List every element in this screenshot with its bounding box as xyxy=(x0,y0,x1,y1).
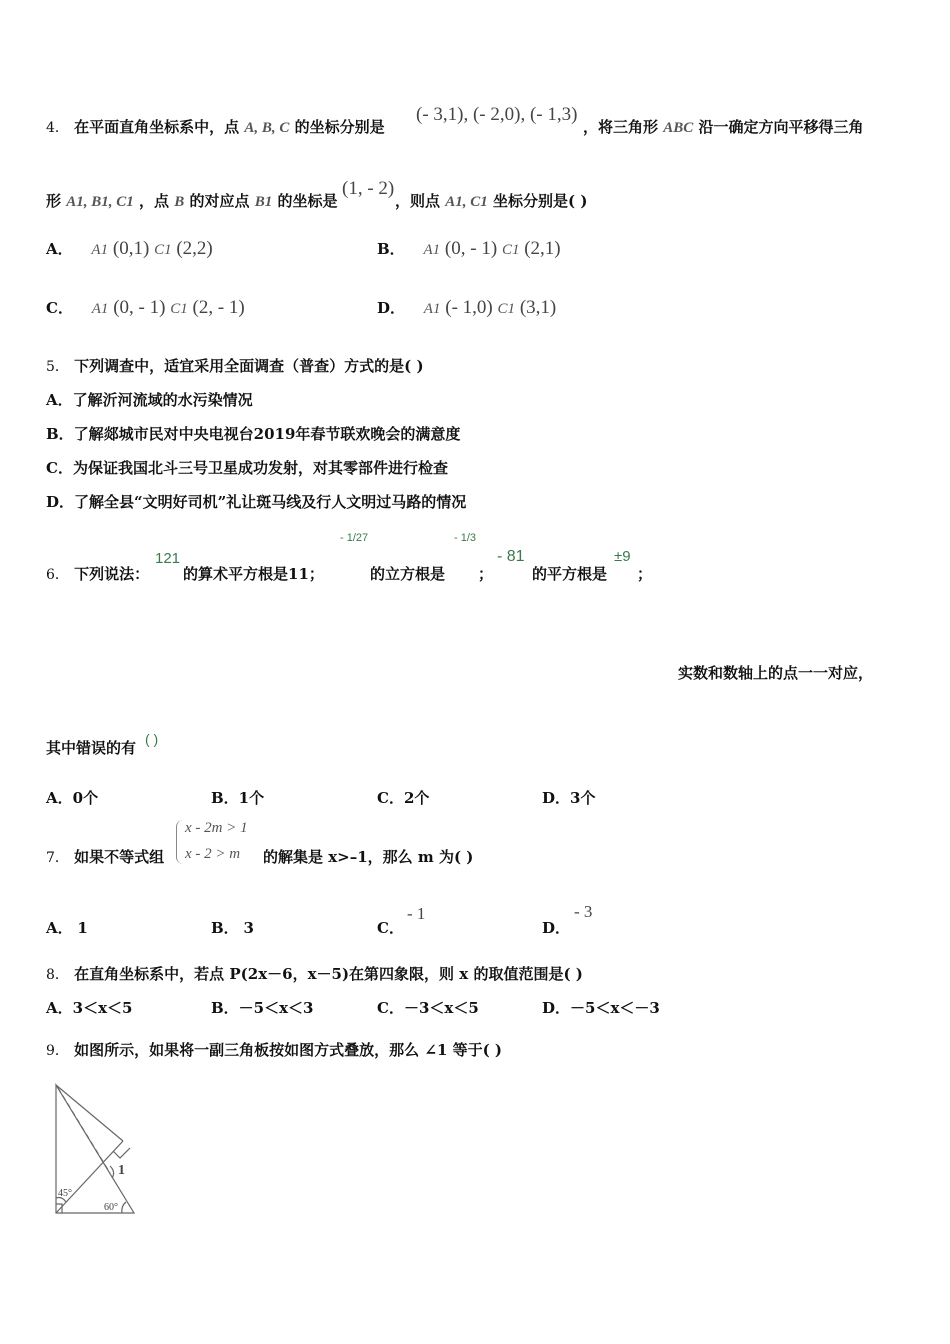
q6-val-neg-1-27: - 1/27 xyxy=(340,532,369,544)
q4-option-b[interactable]: B． A1 (0, - 1) C1 (2,1) xyxy=(377,238,561,259)
q8-option-c[interactable]: C．－3＜x＜5 xyxy=(377,999,479,1017)
q8-option-d[interactable]: D．－5＜x＜－3 xyxy=(542,999,660,1017)
q7-ineq1: x - 2m > 1 xyxy=(185,820,248,836)
q5-option-c[interactable]: C．为保证我国北斗三号卫星成功发射，对其零部件进行检查 xyxy=(46,459,448,477)
q4-line2b: ，则点 A1, C1 坐标分别是( ) xyxy=(395,192,588,210)
q7-ineq2: x - 2 > m xyxy=(185,846,241,862)
q6-text6: ； xyxy=(637,565,653,583)
q4-coord-b1: (1, - 2) xyxy=(342,178,395,199)
q6-text2: 的算术平方根是11； xyxy=(183,565,324,583)
q9-angle1-label: 1 xyxy=(118,1163,125,1178)
q5-stem: 5． 下列调查中，适宜采用全面调查（普查）方式的是( ) xyxy=(46,357,424,375)
q4-coords: (- 3,1), (- 2,0), (- 1,3) xyxy=(416,104,578,125)
q6-val-neg-1-3: - 1/3 xyxy=(454,532,477,544)
q9-angle60-arc xyxy=(122,1202,126,1213)
q5-option-d[interactable]: D．了解全县“文明好司机”礼让斑马线及行人文明过马路的情况 xyxy=(46,493,467,511)
q5-option-a[interactable]: A．了解沂河流域的水污染情况 xyxy=(46,391,253,409)
q9-stem: 9． 如图所示，如果将一副三角板按如图方式叠放，那么 ∠1 等于( ) xyxy=(46,1041,503,1059)
q6-option-c[interactable]: C．2个 xyxy=(377,789,430,807)
q7-option-a[interactable]: A． 1 xyxy=(46,919,88,937)
q6-text5: 的平方根是 xyxy=(532,565,608,583)
q8-stem: 8． 在直角坐标系中，若点 P(2x－6，x－5)在第四象限，则 x 的取值范围是( ) xyxy=(46,965,583,983)
q4-line2: 形 A1, B1, C1 ，点 B 的对应点 B1 的坐标是 xyxy=(46,192,338,210)
q4-line1: 4． 在平面直角坐标系中，点 A, B, C 的坐标分别是 xyxy=(46,118,385,136)
q6-val-neg-81: - 81 xyxy=(497,548,525,565)
q6-text4: ； xyxy=(478,565,494,583)
q4-option-d[interactable]: D． A1 (- 1,0) C1 (3,1) xyxy=(377,297,557,318)
q6-line3: 其中错误的有 xyxy=(46,739,137,757)
q4-option-a[interactable]: A． A1 (0,1) C1 (2,2) xyxy=(46,238,213,259)
q4-line1b: ，将三角形 ABC 沿一确定方向平移得三角 xyxy=(583,118,864,136)
q4-number: 4． xyxy=(46,120,69,136)
q6-option-a[interactable]: A．0个 xyxy=(46,789,99,807)
q6-option-b[interactable]: B．1个 xyxy=(211,789,265,807)
q9-triangle-figure xyxy=(48,1080,140,1220)
q6-line2: 实数和数轴上的点一一对应， xyxy=(678,664,874,682)
q6-val-pm9: ±9 xyxy=(614,548,631,565)
q6-option-d[interactable]: D．3个 xyxy=(542,789,596,807)
q9-triangle-45-top xyxy=(56,1085,123,1141)
q8-option-b[interactable]: B．－5＜x＜3 xyxy=(211,999,314,1017)
q7-option-c-value: - 1 xyxy=(407,904,426,923)
q7-option-d-value: - 3 xyxy=(574,902,593,921)
q6-text3: 的立方根是 xyxy=(370,565,446,583)
q7-brace xyxy=(176,820,183,864)
q6-val-121: 121 xyxy=(155,550,181,567)
q7-stem-a: 7． 如果不等式组 xyxy=(46,848,165,866)
q7-option-c[interactable]: C． xyxy=(377,919,404,937)
q7-stem-b: 的解集是 x>–1，那么 m 为( ) xyxy=(263,848,474,866)
q7-option-b[interactable]: B． 3 xyxy=(211,919,254,937)
q9-angle45-label: 45° xyxy=(58,1188,72,1199)
q6-stem-a: 6． 下列说法： xyxy=(46,565,150,583)
q6-paren: ( ) xyxy=(145,731,159,747)
q4-option-c[interactable]: C． A1 (0, - 1) C1 (2, - 1) xyxy=(46,297,245,318)
q5-option-b[interactable]: B．了解郯城市民对中央电视台2019年春节联欢晚会的满意度 xyxy=(46,425,461,443)
q9-angle60-label: 60° xyxy=(104,1202,118,1213)
q7-option-d[interactable]: D． xyxy=(542,919,571,937)
q8-option-a[interactable]: A．3＜x＜5 xyxy=(46,999,133,1017)
q7-inequality-system xyxy=(176,820,260,870)
